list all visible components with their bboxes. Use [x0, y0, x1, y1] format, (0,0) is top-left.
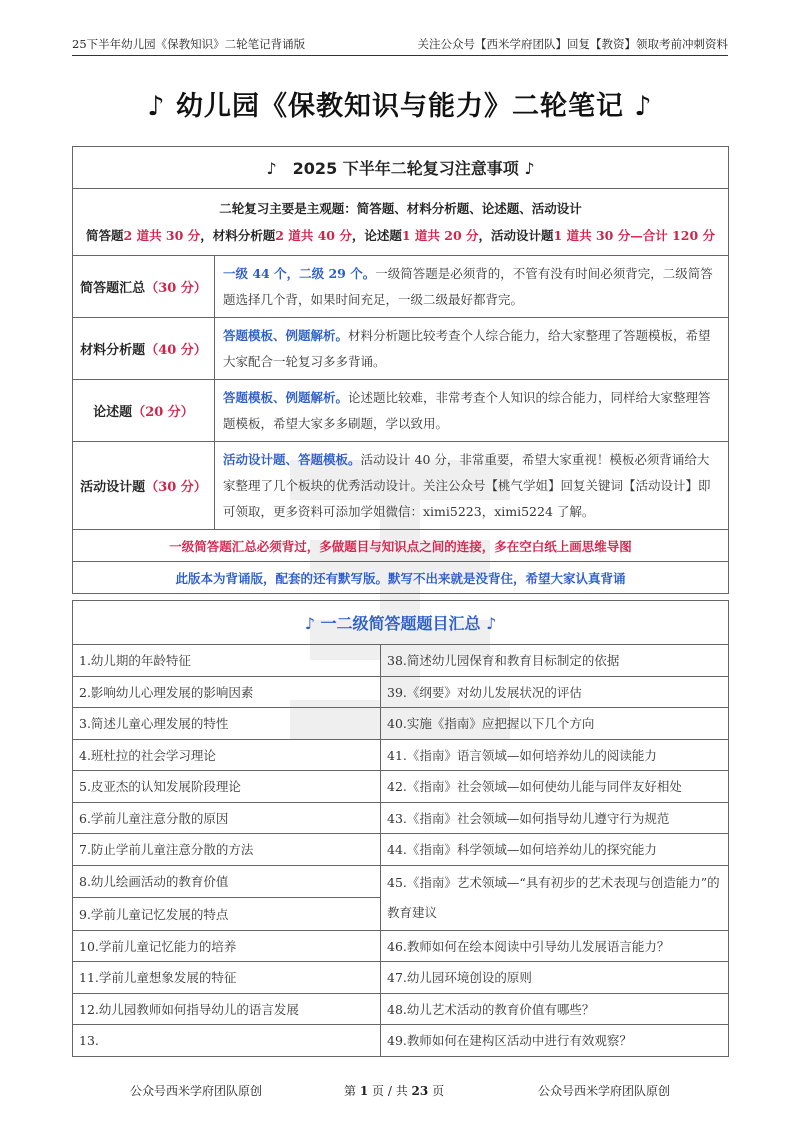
body-highlight: 活动设计题、答题模板。 [223, 451, 361, 467]
label-text: 论述题 [93, 405, 133, 420]
label-text: 简答题汇总 [80, 281, 146, 296]
footer-page-number: 1 [359, 1084, 369, 1098]
intro-line-1: 二轮复习主要是主观题：简答题、材料分析题、论述题、活动设计 [219, 201, 582, 216]
footer-left: 公众号西米学府团队原创 [130, 1084, 263, 1098]
review-notes-table [72, 146, 729, 594]
question-left: 1.幼儿期的年龄特征 [73, 645, 381, 677]
question-right: 44.《指南》科学领域—如何培养幼儿的探究能力 [381, 834, 729, 866]
question-left: 10.学前儿童记忆能力的培养 [73, 930, 381, 962]
question-right: 43.《指南》社会领域—如何指导幼儿遵守行为规范 [381, 802, 729, 834]
question-left: 3.简述儿童心理发展的特性 [73, 708, 381, 740]
row-label-activity [73, 442, 215, 530]
question-right: 42.《指南》社会领域—如何使幼儿能与同伴友好相处 [381, 771, 729, 803]
row-body-essay [215, 380, 729, 442]
row-label-material [73, 318, 215, 380]
page-header [72, 36, 728, 56]
notes-section-title: ♪ 2025 下半年二轮复习注意事项 ♪ [73, 147, 729, 189]
question-left: 12.幼儿园教师如何指导幼儿的语言发展 [73, 993, 381, 1025]
intro-count-c: 1 道共 20 分 [401, 228, 479, 243]
body-highlight: 一级 44 个，二级 29 个。 [223, 265, 376, 281]
row-body-short-answer [215, 256, 729, 318]
intro-count-b: 2 道共 40 分 [275, 228, 352, 243]
body-text: 材料分析题比较考查个人综合能力，给大家整理了答题模板，希望大家配合一轮复习多多背诵。 [223, 327, 711, 369]
question-left: 6.学前儿童注意分散的原因 [73, 802, 381, 834]
question-left: 4.班杜拉的社会学习理论 [73, 739, 381, 771]
footer-page-info [344, 1082, 444, 1099]
body-highlight: 答题模板、例题解析。 [223, 327, 349, 343]
question-right: 40.实施《指南》应把握以下几个方向 [381, 708, 729, 740]
question-left: 8.幼儿绘画活动的教育价值 [73, 865, 381, 898]
intro-type-a: 简答题 [86, 228, 124, 243]
footer-page-pre: 第 [344, 1084, 357, 1098]
question-left: 9.学前儿童记忆发展的特点 [73, 898, 381, 931]
label-score: （40 分） [145, 343, 207, 358]
row-body-material [215, 318, 729, 380]
note-red: 一级简答题汇总必须背过，多做题目与知识点之间的连接，多在空白纸上画思维导图 [73, 530, 729, 562]
question-right: 45.《指南》艺术领域—“具有初步的艺术表现与创造能力”的教育建议 [381, 865, 729, 930]
row-label-essay [73, 380, 215, 442]
row-body-activity [215, 442, 729, 530]
notes-intro [73, 189, 729, 256]
body-text: 一级简答题是必须背的，不管有没有时间必须背完，二级简答题选择几个背，如果时间充足，一级二级最好都背完。 [223, 265, 713, 307]
question-right: 41.《指南》语言领域—如何培养幼儿的阅读能力 [381, 739, 729, 771]
header-right-text: 关注公众号【西米学府团队】回复【教资】领取考前冲刺资料 [417, 37, 728, 51]
footer-page-post: 页 [432, 1084, 445, 1098]
body-text: 活动设计 40 分，非常重要，希望大家重视！模板必须背诵给大家整理了几个板块的优秀活动设计。关注公众号【桃气学姐】回复关键词【活动设计】即可领取，更多资料可添加学姐微信：ximi5223，ximi5224 了解。 [223, 451, 711, 519]
intro-count-a: 2 道共 30 分 [123, 228, 201, 243]
question-right: 39.《纲要》对幼儿发展状况的评估 [381, 676, 729, 708]
label-score: （30 分） [145, 281, 207, 296]
header-left-text: 25下半年幼儿园《保教知识》二轮笔记背诵版 [72, 37, 306, 51]
question-left: 11.学前儿童想象发展的特征 [73, 962, 381, 994]
intro-type-d: ，活动设计题 [478, 228, 554, 243]
question-left: 5.皮亚杰的认知发展阶段理论 [73, 771, 381, 803]
note-blue: 此版本为背诵版，配套的还有默写版。默写不出来就是没背住，希望大家认真背诵 [73, 562, 729, 594]
question-right: 47.幼儿园环境创设的原则 [381, 962, 729, 994]
intro-type-c: ，论述题 [351, 228, 402, 243]
question-right: 46.教师如何在绘本阅读中引导幼儿发展语言能力？ [381, 930, 729, 962]
footer-page-mid: 页 / 共 [372, 1084, 408, 1098]
footer-right: 公众号西米学府团队原创 [538, 1084, 671, 1098]
intro-line-2 [77, 222, 724, 249]
row-label-short-answer [73, 256, 215, 318]
intro-count-d: 1 道共 30 分—合计 120 分 [553, 228, 715, 243]
body-highlight: 答题模板、例题解析。 [223, 389, 349, 405]
question-left: 13. [73, 1025, 381, 1057]
body-text: 论述题比较难，非常考查个人知识的综合能力，同样给大家整理答题模板，希望大家多多刷题，学以致用。 [223, 389, 711, 431]
question-right: 49.教师如何在建构区活动中进行有效观察？ [381, 1025, 729, 1057]
question-right: 48.幼儿艺术活动的教育价值有哪些？ [381, 993, 729, 1025]
question-left: 2.影响幼儿心理发展的影响因素 [73, 676, 381, 708]
label-score: （30 分） [145, 480, 207, 495]
questions-table [72, 600, 729, 1057]
label-text: 活动设计题 [80, 480, 146, 495]
question-left: 7.防止学前儿童注意分散的方法 [73, 834, 381, 866]
page-title: ♪ 幼儿园《保教知识与能力》二轮笔记 ♪ [147, 91, 653, 122]
questions-section-title: ♪ 一二级简答题题目汇总 ♪ [73, 601, 729, 645]
question-right: 38.简述幼儿园保育和教育目标制定的依据 [381, 645, 729, 677]
label-text: 材料分析题 [80, 343, 146, 358]
intro-type-b: ，材料分析题 [200, 228, 276, 243]
label-score: （20 分） [132, 405, 194, 420]
footer-page-total: 23 [411, 1084, 429, 1098]
